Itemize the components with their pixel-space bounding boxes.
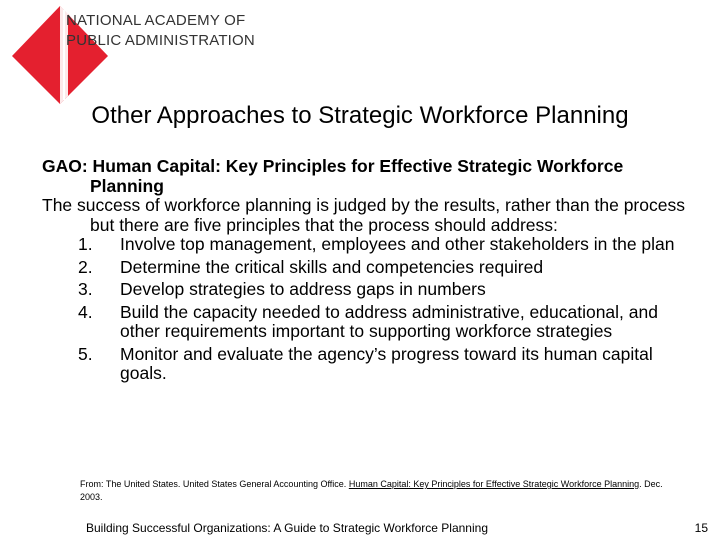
intro-paragraph: The success of workforce planning is judged by the results, rather than the process but there are five principles that the process should address:	[42, 195, 685, 235]
principles-list	[42, 235, 692, 384]
source-citation	[80, 478, 670, 504]
list-item-text: Develop strategies to address gaps in numbers	[120, 279, 486, 299]
list-item	[42, 280, 692, 300]
org-name-line2: PUBLIC ADMINISTRATION	[66, 32, 255, 49]
report-heading: GAO: Human Capital: Key Principles for Effective Strategic Workforce Planning	[42, 156, 624, 196]
list-item-text: Monitor and evaluate the agency’s progress toward its human capital goals.	[120, 343, 653, 383]
list-item	[42, 303, 692, 342]
slide-title: Other Approaches to Strategic Workforce Planning	[91, 102, 629, 129]
list-item-text: Build the capacity needed to address administrative, educational, and other requirements important to supporting workforce strategies	[120, 301, 658, 341]
org-name-line1: NATIONAL ACADEMY OF	[66, 12, 246, 29]
source-suffix: . Dec. 2003.	[80, 479, 663, 502]
list-item-number: 4.	[78, 301, 93, 322]
source-prefix: From: The United States. United States General Accounting Office.	[80, 479, 347, 489]
list-item	[42, 345, 692, 384]
list-item	[42, 258, 692, 278]
footer-text: Building Successful Organizations: A Guide to Strategic Workforce Planning	[86, 521, 488, 535]
list-item-number: 2.	[78, 256, 93, 277]
organization-name	[66, 11, 255, 51]
list-item-text: Determine the critical skills and competencies required	[120, 256, 544, 277]
slide-body	[42, 157, 692, 387]
list-item	[42, 235, 692, 255]
page-number: 15	[694, 521, 708, 535]
list-item-number: 5.	[78, 343, 93, 364]
list-item-number: 3.	[78, 279, 93, 299]
list-item-number: 1.	[78, 234, 93, 254]
source-reference-link[interactable]: Human Capital: Key Principles for Effective Strategic Workforce Planning	[348, 479, 640, 489]
list-item-text: Involve top management, employees and other stakeholders in the plan	[120, 234, 675, 254]
